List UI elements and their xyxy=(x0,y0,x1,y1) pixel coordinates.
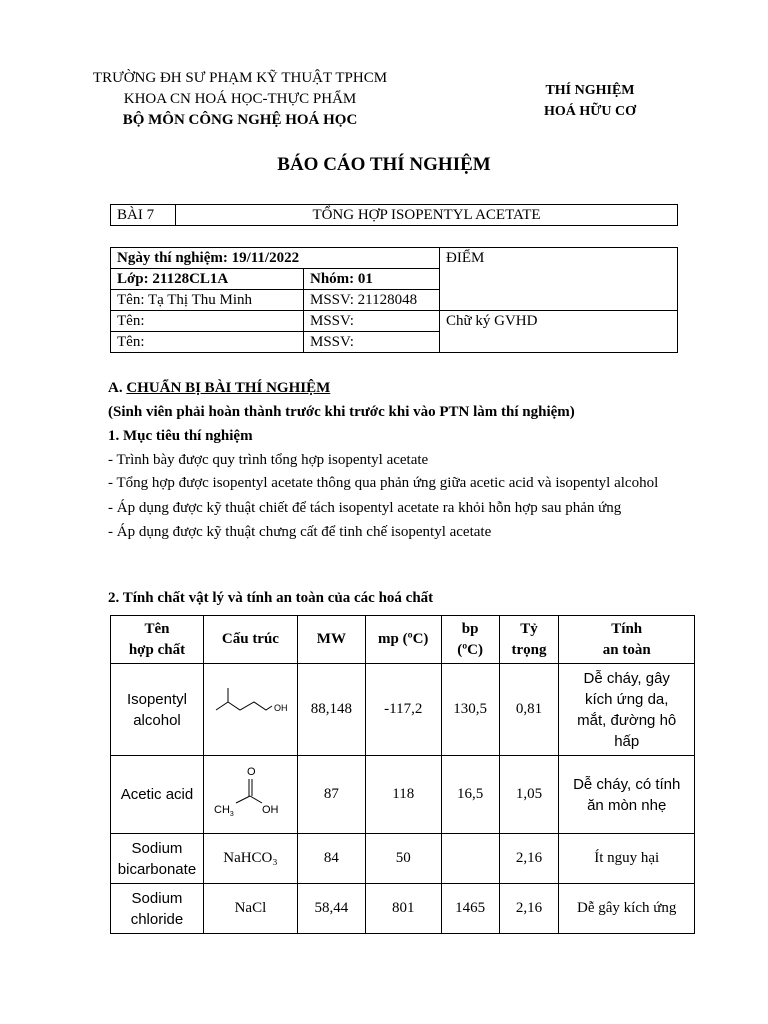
compound-name: Isopentyl alcohol xyxy=(111,664,204,756)
mp-value: 50 xyxy=(365,834,441,884)
compound-name: Sodium bicarbonate xyxy=(111,834,204,884)
hydroxyl-label: OH xyxy=(274,703,288,713)
structure-cell xyxy=(203,756,297,834)
carbonyl-oxygen-label: O xyxy=(247,766,256,778)
school-name: TRƯỜNG ĐH SƯ PHẠM KỸ THUẬT TPHCM xyxy=(92,70,388,86)
faculty-name: KHOA CN HOÁ HỌC-THỰC PHẨM xyxy=(123,91,357,107)
objective-item: - Áp dụng được kỹ thuật chiết để tách isopentyl acetate ra khỏi hỗn hợp sau phản ứng xyxy=(108,500,622,516)
bp-value: 1465 xyxy=(441,884,499,934)
course-line-2: HOÁ HỮU CƠ xyxy=(543,104,637,119)
bp-value: 16,5 xyxy=(441,756,499,834)
safety-value: Dễ gây kích ứng xyxy=(559,884,695,934)
density-value: 2,16 xyxy=(499,834,559,884)
lesson-table xyxy=(110,204,678,226)
header-name: Tên hợp chất xyxy=(111,616,204,664)
formula-cell: NaCl xyxy=(203,884,297,934)
course-line-1: THÍ NGHIỆM xyxy=(545,83,635,98)
instructor-signature: Chữ ký GVHD xyxy=(440,311,678,353)
student-name-1: Tên: Tạ Thị Thu Minh xyxy=(111,290,304,311)
density-value: 0,81 xyxy=(499,664,559,756)
table-row xyxy=(111,664,695,756)
header-mp: mp (ºC) xyxy=(365,616,441,664)
header-bp: bp (ºC) xyxy=(441,616,499,664)
mp-value: 801 xyxy=(365,884,441,934)
header-structure: Cấu trúc xyxy=(203,616,297,664)
hydroxyl-label: OH xyxy=(262,804,279,816)
mw-value: 58,44 xyxy=(297,884,365,934)
header-safety: Tính an toàn xyxy=(559,616,695,664)
info-table xyxy=(110,247,678,353)
section-a-note: (Sinh viên phải hoàn thành trước khi trước khi vào PTN làm thí nghiệm) xyxy=(108,404,575,420)
student-id-1: MSSV: 21128048 xyxy=(304,290,440,311)
report-title: BÁO CÁO THÍ NGHIỆM xyxy=(277,154,491,175)
header-density: Tỷ trọng xyxy=(499,616,559,664)
objective-item: - Tổng hợp được isopentyl acetate thông qua phản ứng giữa acetic acid và isopentyl alcohol xyxy=(108,475,659,491)
institution-header xyxy=(40,68,440,131)
safety-value: Dễ cháy, có tính ăn mòn nhẹ xyxy=(559,756,695,834)
department-name: BỘ MÔN CÔNG NGHỆ HOÁ HỌC xyxy=(122,112,358,128)
group-number: Nhóm: 01 xyxy=(304,269,440,290)
structure-cell xyxy=(203,664,297,756)
chemicals-table xyxy=(110,615,695,934)
density-value: 1,05 xyxy=(499,756,559,834)
compound-name: Sodium chloride xyxy=(111,884,204,934)
experiment-date: Ngày thí nghiệm: 19/11/2022 xyxy=(111,248,440,269)
header-mw: MW xyxy=(297,616,365,664)
grade-cell: ĐIỂM xyxy=(440,248,678,311)
lesson-name: TỔNG HỢP ISOPENTYL ACETATE xyxy=(176,205,678,226)
lesson-number: BÀI 7 xyxy=(111,205,176,226)
methyl-label: CH xyxy=(214,804,231,816)
table-header-row xyxy=(111,616,695,664)
table-row xyxy=(111,884,695,934)
bp-value: 130,5 xyxy=(441,664,499,756)
student-id-2: MSSV: xyxy=(304,311,440,332)
section-a xyxy=(108,376,708,544)
table-row xyxy=(111,756,695,834)
mw-value: 87 xyxy=(297,756,365,834)
bp-value xyxy=(441,834,499,884)
student-id-3: MSSV: xyxy=(304,332,440,353)
course-header xyxy=(500,80,680,122)
mw-value: 88,148 xyxy=(297,664,365,756)
section-a-prefix: A. xyxy=(108,380,127,396)
safety-value: Dễ cháy, gây kích ứng da, mắt, đường hô hấp xyxy=(559,664,695,756)
objective-item: - Trình bày được quy trình tổng hợp isopentyl acetate xyxy=(108,452,429,468)
formula-cell: NaHCO₃ xyxy=(203,834,297,884)
isopentyl-alcohol-structure xyxy=(210,684,290,728)
density-value: 2,16 xyxy=(499,884,559,934)
objective-item: - Áp dụng được kỹ thuật chưng cất để tinh chế isopentyl acetate xyxy=(108,524,492,540)
class-code: Lớp: 21128CL1A xyxy=(111,269,304,290)
section-2-title: 2. Tính chất vật lý và tính an toàn của các hoá chất xyxy=(108,590,434,606)
section-a-title: CHUẨN BỊ BÀI THÍ NGHIỆM xyxy=(126,380,331,396)
student-name-3: Tên: xyxy=(111,332,304,353)
svg-text:CH3: $CH_3$ xyxy=(214,804,235,818)
student-name-2: Tên: xyxy=(111,311,304,332)
safety-value: Ít nguy hại xyxy=(559,834,695,884)
compound-name: Acetic acid xyxy=(111,756,204,834)
mw-value: 84 xyxy=(297,834,365,884)
table-row xyxy=(111,834,695,884)
mp-value: 118 xyxy=(365,756,441,834)
objectives-title: 1. Mục tiêu thí nghiệm xyxy=(108,428,253,444)
acetic-acid-structure xyxy=(210,763,290,819)
section-a-heading xyxy=(108,376,708,400)
mp-value: -117,2 xyxy=(365,664,441,756)
